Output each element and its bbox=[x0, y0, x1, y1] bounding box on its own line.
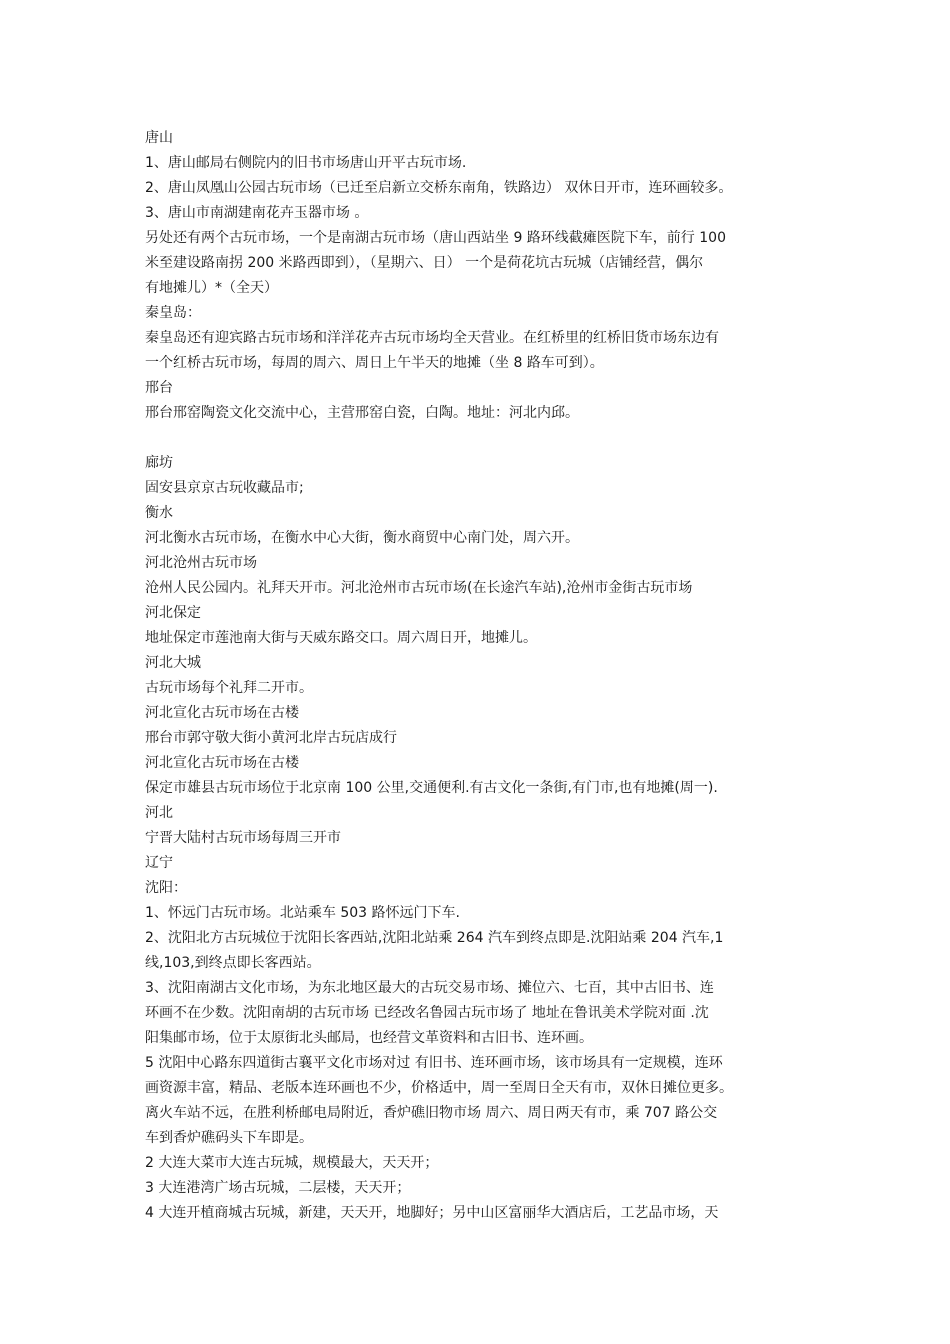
text-line: 2 大连大菜市大连古玩城，规模最大，天天开； bbox=[145, 1155, 439, 1171]
text-line: 5 沈阳中心路东四道街古襄平文化市场对过 有旧书、连环画市场，该市场具有一定规模，连环 bbox=[145, 1055, 723, 1071]
text-line: 3 大连港湾广场古玩城，二层楼，天天开； bbox=[145, 1180, 411, 1196]
text-line: 有地摊儿）*（全天） bbox=[145, 280, 278, 296]
text-line: 邢台 bbox=[145, 380, 173, 396]
text-line: 河北衡水古玩市场，在衡水中心大街，衡水商贸中心南门处，周六开。 bbox=[145, 530, 579, 546]
text-line: 沈阳： bbox=[145, 880, 187, 896]
text-line: 2、沈阳北方古玩城位于沈阳长客西站,沈阳北站乘 264 汽车到终点即是.沈阳站乘 204 汽车,1 bbox=[145, 930, 724, 946]
text-line: 阳集邮市场，位于太原街北头邮局，也经营文革资料和古旧书、连环画。 bbox=[145, 1030, 593, 1046]
text-line: 河北宣化古玩市场在古楼 bbox=[145, 755, 299, 771]
text-line: 1、唐山邮局右侧院内的旧书市场唐山开平古玩市场. bbox=[145, 155, 467, 171]
text-line: 河北保定 bbox=[145, 605, 201, 621]
text-line: 3、沈阳南湖古文化市场，为东北地区最大的古玩交易市场、摊位六、七百，其中古旧书、连 bbox=[145, 980, 714, 996]
text-line: 沧州人民公园内。礼拜天开市。河北沧州市古玩市场(在长途汽车站),沧州市金街古玩市场 bbox=[145, 580, 693, 596]
text-line: 米至建设路南拐 200 米路西即到），（星期六、日） 一个是荷花坑古玩城（店铺经营，偶尔 bbox=[145, 255, 704, 271]
text-line: 画资源丰富，精品、老版本连环画也不少，价格适中，周一至周日全天有市，双休日摊位更多。 bbox=[145, 1080, 733, 1096]
text-line: 辽宁 bbox=[145, 855, 173, 871]
text-line: 离火车站不远，在胜利桥邮电局附近，香炉礁旧物市场 周六、周日两天有市，乘 707 路公交 bbox=[145, 1105, 718, 1121]
text-line: 另处还有两个古玩市场，一个是南湖古玩市场（唐山西站坐 9 路环线截瘫医院下车，前行 100 bbox=[145, 230, 726, 246]
text-line: 秦皇岛： bbox=[145, 305, 201, 321]
text-line: 4 大连开植商城古玩城，新建，天天开，地脚好；另中山区富丽华大酒店后，工艺品市场，天 bbox=[145, 1205, 719, 1221]
text-line: 邢台市郭守敬大街小黄河北岸古玩店成行 bbox=[145, 730, 397, 746]
document-page bbox=[145, 126, 813, 1226]
text-line: 线,103,到终点即长客西站。 bbox=[145, 955, 321, 971]
text-line: 1、怀远门古玩市场。北站乘车 503 路怀远门下车. bbox=[145, 905, 460, 921]
text-line: 唐山 bbox=[145, 130, 173, 146]
text-line: 保定市雄县古玩市场位于北京南 100 公里,交通便利.有古文化一条街,有门市,也有地摊(周一). bbox=[145, 780, 718, 796]
text-line: 河北大城 bbox=[145, 655, 201, 671]
blank-line bbox=[145, 426, 813, 451]
text-line: 古玩市场每个礼拜二开市。 bbox=[145, 680, 313, 696]
text-line: 一个红桥古玩市场，每周的周六、周日上午半天的地摊（坐 8 路车可到）。 bbox=[145, 355, 604, 371]
text-line: 秦皇岛还有迎宾路古玩市场和洋洋花卉古玩市场均全天营业。在红桥里的红桥旧货市场东边有 bbox=[145, 330, 719, 346]
text-line: 邢台邢窑陶瓷文化交流中心，主营邢窑白瓷，白陶。地址：河北内邱。 bbox=[145, 405, 579, 421]
text-line: 河北宣化古玩市场在古楼 bbox=[145, 705, 299, 721]
text-line: 河北沧州古玩市场 bbox=[145, 555, 257, 571]
text-line: 河北 bbox=[145, 805, 173, 821]
text-line: 廊坊 bbox=[145, 455, 173, 471]
text-line: 3、唐山市南湖建南花卉玉器市场 。 bbox=[145, 205, 369, 221]
text-line: 2、唐山凤凰山公园古玩市场（已迁至启新立交桥东南角，铁路边） 双休日开市，连环画较多。 bbox=[145, 180, 733, 196]
text-line: 固安县京京古玩收藏品市; bbox=[145, 480, 304, 496]
text-line: 环画不在少数。沈阳南胡的古玩市场 已经改名鲁园古玩市场了 地址在鲁讯美术学院对面 .沈 bbox=[145, 1005, 709, 1021]
text-line: 车到香炉礁码头下车即是。 bbox=[145, 1130, 313, 1146]
text-line: 衡水 bbox=[145, 505, 173, 521]
text-line: 地址保定市莲池南大街与天威东路交口。周六周日开，地摊儿。 bbox=[145, 630, 537, 646]
text-line: 宁晋大陆村古玩市场每周三开市 bbox=[145, 830, 341, 846]
